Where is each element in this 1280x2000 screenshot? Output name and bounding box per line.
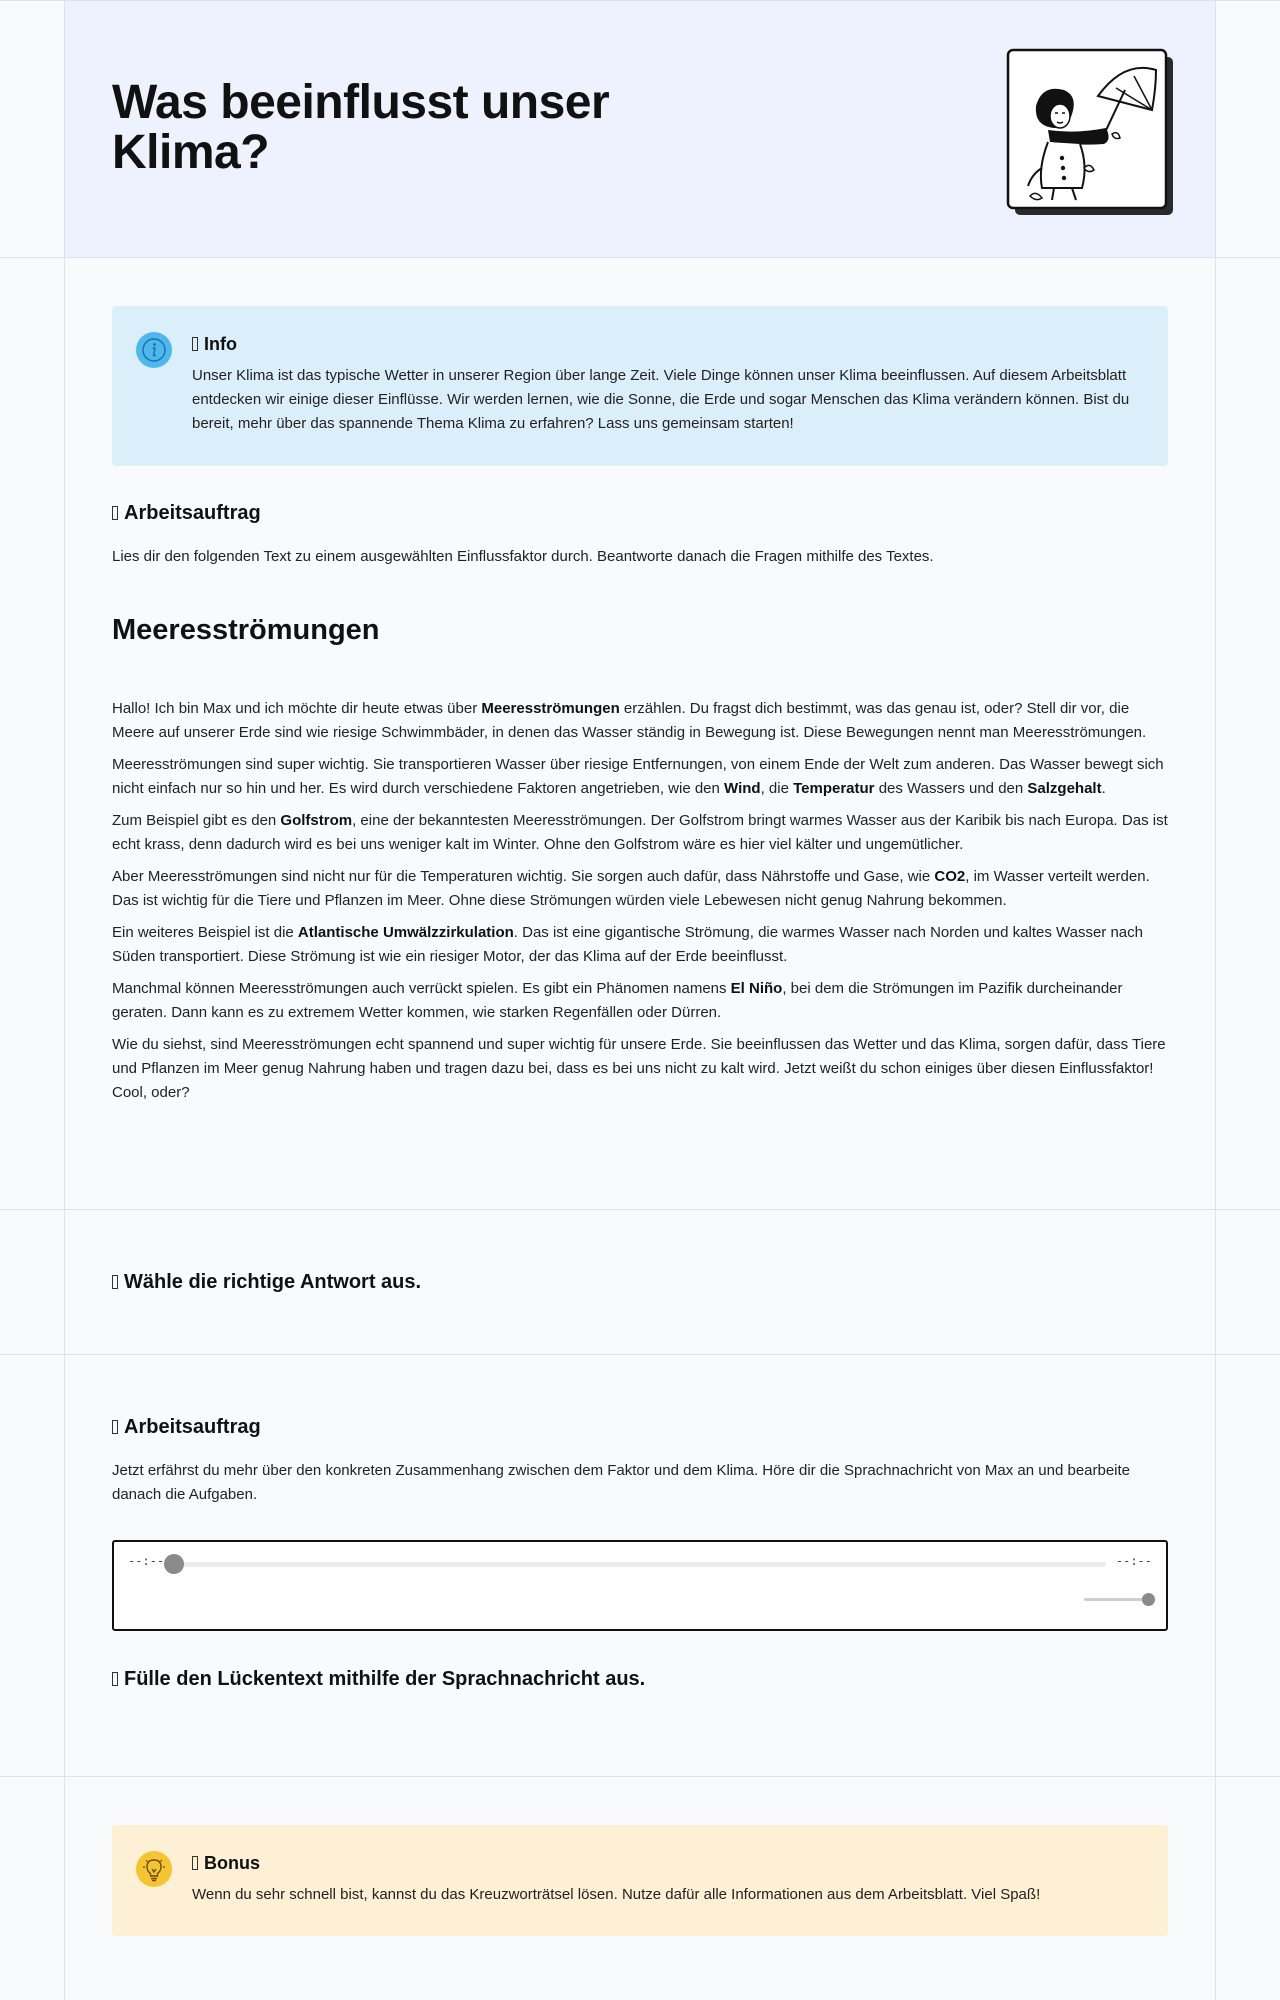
article-paragraph: Meeresströmungen sind super wichtig. Sie transportieren Wasser über riesige Entfernungen, von einem Ende der Welt zum anderen. Das Wasser bewegt sich nicht einfach nur so hin und her. Es wird durch verschiedene Faktoren angetrieben, wie den Wind, die Temperatur des Wassers und den Salzgehalt. [112,756,1164,797]
quiz-heading: Wähle die richtige Antwort aus. [112,1271,421,1294]
article-paragraph: Aber Meeresströmungen sind nicht nur für die Temperaturen wichtig. Sie sorgen auch dafür, dass Nährstoffe und Gase, wie CO2, im Wasser verteilt werden. Das ist wichtig für die Tiere und Pflanzen im Meer. Ohne diese Strömungen würden viele Lebewesen nicht genug Nahrung bekommen. [112,868,1150,909]
article-paragraph: Zum Beispiel gibt es den Golfstrom, eine der bekanntesten Meeresströmungen. Der Golfstrom bringt warmes Wasser aus der Karibik bis nach Europa. Das ist echt krass, denn dadurch wird es bei uns weniger kalt im Winter. Ohne den Golfstrom wäre es hier viel kälter und ungemütlicher. [112,812,1168,853]
missing-glyph-icon [112,1275,118,1289]
volume-slider[interactable] [1084,1598,1148,1601]
info-box [112,306,1168,466]
missing-glyph-icon [112,506,118,520]
article-paragraph: Manchmal können Meeresströmungen auch verrückt spielen. Es gibt ein Phänomen namens El Niño, bei dem die Strömungen im Pazifik durcheinander geraten. Dann kann es zu extremem Wetter kommen, wie starken Regenfällen oder Dürren. [112,980,1123,1021]
missing-glyph-icon [192,337,198,351]
lightbulb-icon [136,1851,172,1887]
task-heading: Arbeitsauftrag [112,502,261,525]
missing-glyph-icon [192,1856,198,1870]
divider [0,1776,1280,1777]
duration: --:-- [1115,1554,1152,1568]
seek-bar[interactable] [174,1562,1106,1567]
bonus-box [112,1825,1168,1936]
divider [0,0,1280,1]
article-paragraph: Ein weiteres Beispiel ist die Atlantische Umwälzzirkulation. Das ist eine gigantische Strömung, die warmes Wasser nach Norden und kaltes Wasser nach Süden transportiert. Diese Strömung ist wie ein riesiger Motor, der das Klima auf der Erde beeinflusst. [112,924,1143,965]
task-instructions: Jetzt erfährst du mehr über den konkreten Zusammenhang zwischen dem Faktor und dem Klima. Höre dir die Sprachnachricht von Max an und bearbeite danach die Aufgaben. [112,1462,1131,1503]
task-instructions: Lies dir den folgenden Text zu einem ausgewählten Einflussfaktor durch. Beantworte danach die Fragen mithilfe des Textes. [112,548,934,565]
article-heading: Meeresströmungen [112,614,380,646]
article-body [112,697,1168,1113]
info-title: Info [192,334,237,355]
bonus-title: Bonus [192,1853,260,1874]
audio-player[interactable] [112,1540,1168,1631]
current-time: --:-- [128,1554,165,1568]
page-title: Was beeinflusst unser Klima? [112,76,610,179]
volume-handle[interactable] [1142,1593,1155,1606]
article-paragraph: Wie du siehst, sind Meeresströmungen echt spannend und super wichtig für unsere Erde. Sie beeinflussen das Wetter und das Klima, sorgen dafür, dass Tiere und Pflanzen im Meer genug Nahrung haben und tragen dazu bei, dass es bei uns nicht zu kalt wird. Jetzt weißt du schon einiges über diesen Einflussfaktor! Cool, oder? [112,1036,1166,1101]
bonus-text: Wenn du sehr schnell bist, kannst du das Kreuzworträtsel lösen. Nutze dafür alle Informationen aus dem Arbeitsblatt. Viel Spaß! [192,1886,1041,1903]
seek-handle[interactable] [164,1554,184,1574]
missing-glyph-icon [112,1672,118,1686]
missing-glyph-icon [112,1420,118,1434]
woman-with-umbrella-icon [1006,48,1176,218]
left-margin-line [64,0,65,2000]
article-paragraph: Hallo! Ich bin Max und ich möchte dir heute etwas über Meeresströmungen erzählen. Du fragst dich bestimmt, was das genau ist, oder? Stell dir vor, die Meere auf unserer Erde sind wie riesige Schwimmbäder, in denen das Wasser ständig in Bewegung ist. Diese Bewegungen nennt man Meeresströmungen. [112,700,1147,741]
right-margin-line [1215,0,1216,2000]
info-icon [136,332,172,368]
task-heading: Arbeitsauftrag [112,1416,261,1439]
divider [0,1354,1280,1355]
divider [0,1209,1280,1210]
woman-with-umbrella-illustration [1006,48,1176,218]
divider [0,257,1280,258]
info-text: Unser Klima ist das typische Wetter in unserer Region über lange Zeit. Viele Dinge können unser Klima beeinflussen. Auf diesem Arbeitsblatt entdecken wir einige dieser Einflüsse. Wir werden lernen, wie die Sonne, die Erde und sogar Menschen das Klima verändern können. Bist du bereit, mehr über das spannende Thema Klima zu erfahren? Lass uns gemeinsam starten! [192,367,1130,432]
cloze-heading: Fülle den Lückentext mithilfe der Sprachnachricht aus. [112,1668,645,1691]
